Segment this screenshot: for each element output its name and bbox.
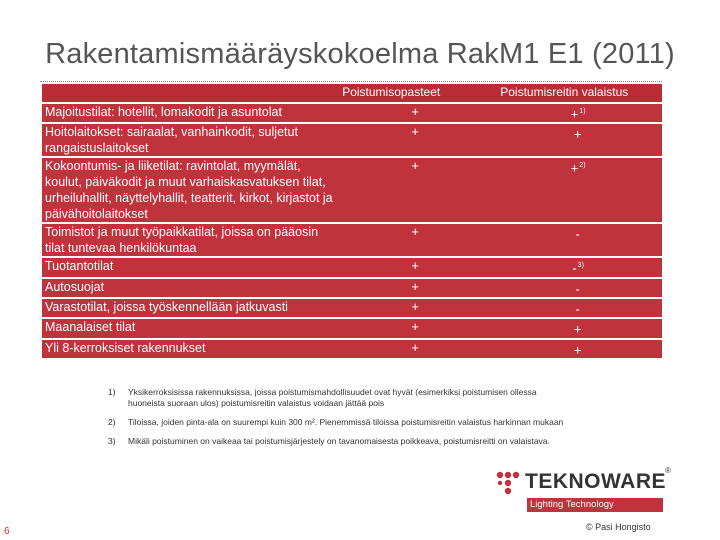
teknoware-dots-icon <box>493 470 523 496</box>
row-signs: + <box>336 318 494 338</box>
row-signs: + <box>336 257 494 277</box>
row-category: Yli 8-kerroksiset rakennukset <box>42 339 336 358</box>
header-category <box>42 84 336 103</box>
table-row <box>42 318 662 338</box>
row-lighting: + <box>494 123 662 157</box>
logo-tagline: Lighting Technology <box>527 498 663 512</box>
page-number: 6 <box>4 526 10 537</box>
slide-title: Rakentamismääräyskokoelma RakM1 E1 (2011) <box>45 38 675 70</box>
row-category: Majoitustilat: hotellit, lomakodit ja asuntolat <box>42 103 336 123</box>
row-lighting: - <box>494 298 662 318</box>
table-row <box>42 298 662 318</box>
row-signs: + <box>336 278 494 298</box>
row-category: Tuotantotilat <box>42 257 336 277</box>
footnote-text: Tiloissa, joiden pinta-ala on suurempi kuin 300 m². Pienemmissä tiloissa poistumisreitin valaistus harkinnan mukaan <box>128 417 564 427</box>
requirements-table <box>42 84 662 358</box>
footnote-ref: 1) <box>579 108 586 115</box>
row-lighting: + <box>494 339 662 358</box>
table-row <box>42 103 662 123</box>
row-signs: + <box>336 298 494 318</box>
footnote-number: 2) <box>108 417 116 427</box>
footnote-ref: 2) <box>579 162 586 170</box>
row-lighting: - <box>494 278 662 298</box>
row-category: Kokoontumis- ja liiketilat: ravintolat, myymälät, koulut, päiväkodit ja muut varhaiskasvatuksen tilat, urheiluhallit, näyttelyhallit, teatterit, kirkot, kirjastot ja päivähoitolaitokset <box>42 157 336 223</box>
footnote-number: 1) <box>108 387 116 397</box>
row-signs: + <box>336 339 494 358</box>
row-lighting: +$^{2)}$ <box>494 157 662 223</box>
title-divider <box>40 81 662 82</box>
footnote-ref: 3) <box>577 262 584 270</box>
row-signs: + <box>336 123 494 157</box>
table-row <box>42 257 662 277</box>
table-row <box>42 157 662 223</box>
header-route-lighting: Poistumisreitin valaistus <box>494 84 662 103</box>
header-exit-signs: Poistumisopasteet <box>336 84 494 103</box>
table-row <box>42 123 662 157</box>
row-category: Hoitolaitokset: sairaalat, vanhainkodit, suljetut rangaistuslaitokset <box>42 123 336 157</box>
copyright: © Pasi Hongisto <box>586 522 651 532</box>
row-category: Maanalaiset tilat <box>42 318 336 338</box>
row-signs: + <box>336 157 494 223</box>
footnote <box>108 417 568 428</box>
footnote <box>108 387 568 409</box>
footnote-text: Yksikerroksisissa rakennuksissa, joissa poistumismahdollisuudet ovat hyvät (esimerkiksi poistumisen ollessa huoneista suoraan ulos) poistumisreitin valaistus voidaan jättää pois <box>128 387 537 408</box>
row-lighting: -$^{3)}$ <box>494 257 662 277</box>
footnotes <box>108 387 568 455</box>
registered-mark: ® <box>665 466 671 475</box>
row-category: Autosuojat <box>42 278 336 298</box>
row-category: Varastotilat, joissa työskennellään jatkuvasti <box>42 298 336 318</box>
row-signs: + <box>336 103 494 123</box>
table-row <box>42 339 662 358</box>
teknoware-logo <box>493 468 673 514</box>
footnote-text: Mikäli poistuminen on vaikeaa tai poistumisjärjestely on tavanomaisesta poikkeava, poistumisreitti on valaistava. <box>128 436 550 446</box>
footnote <box>108 436 568 447</box>
table-row <box>42 278 662 298</box>
row-category: Toimistot ja muut työpaikkatilat, joissa on pääosin tilat tuntevaa henkilökuntaa <box>42 223 336 257</box>
row-lighting: - <box>494 223 662 257</box>
row-lighting: +$^{1)}$ <box>494 103 662 123</box>
table-header-row <box>42 84 662 103</box>
row-signs: + <box>336 223 494 257</box>
row-lighting: + <box>494 318 662 338</box>
footnote-number: 3) <box>108 436 116 446</box>
logo-wordmark: TEKNOWARE <box>525 470 666 493</box>
table-row <box>42 223 662 257</box>
